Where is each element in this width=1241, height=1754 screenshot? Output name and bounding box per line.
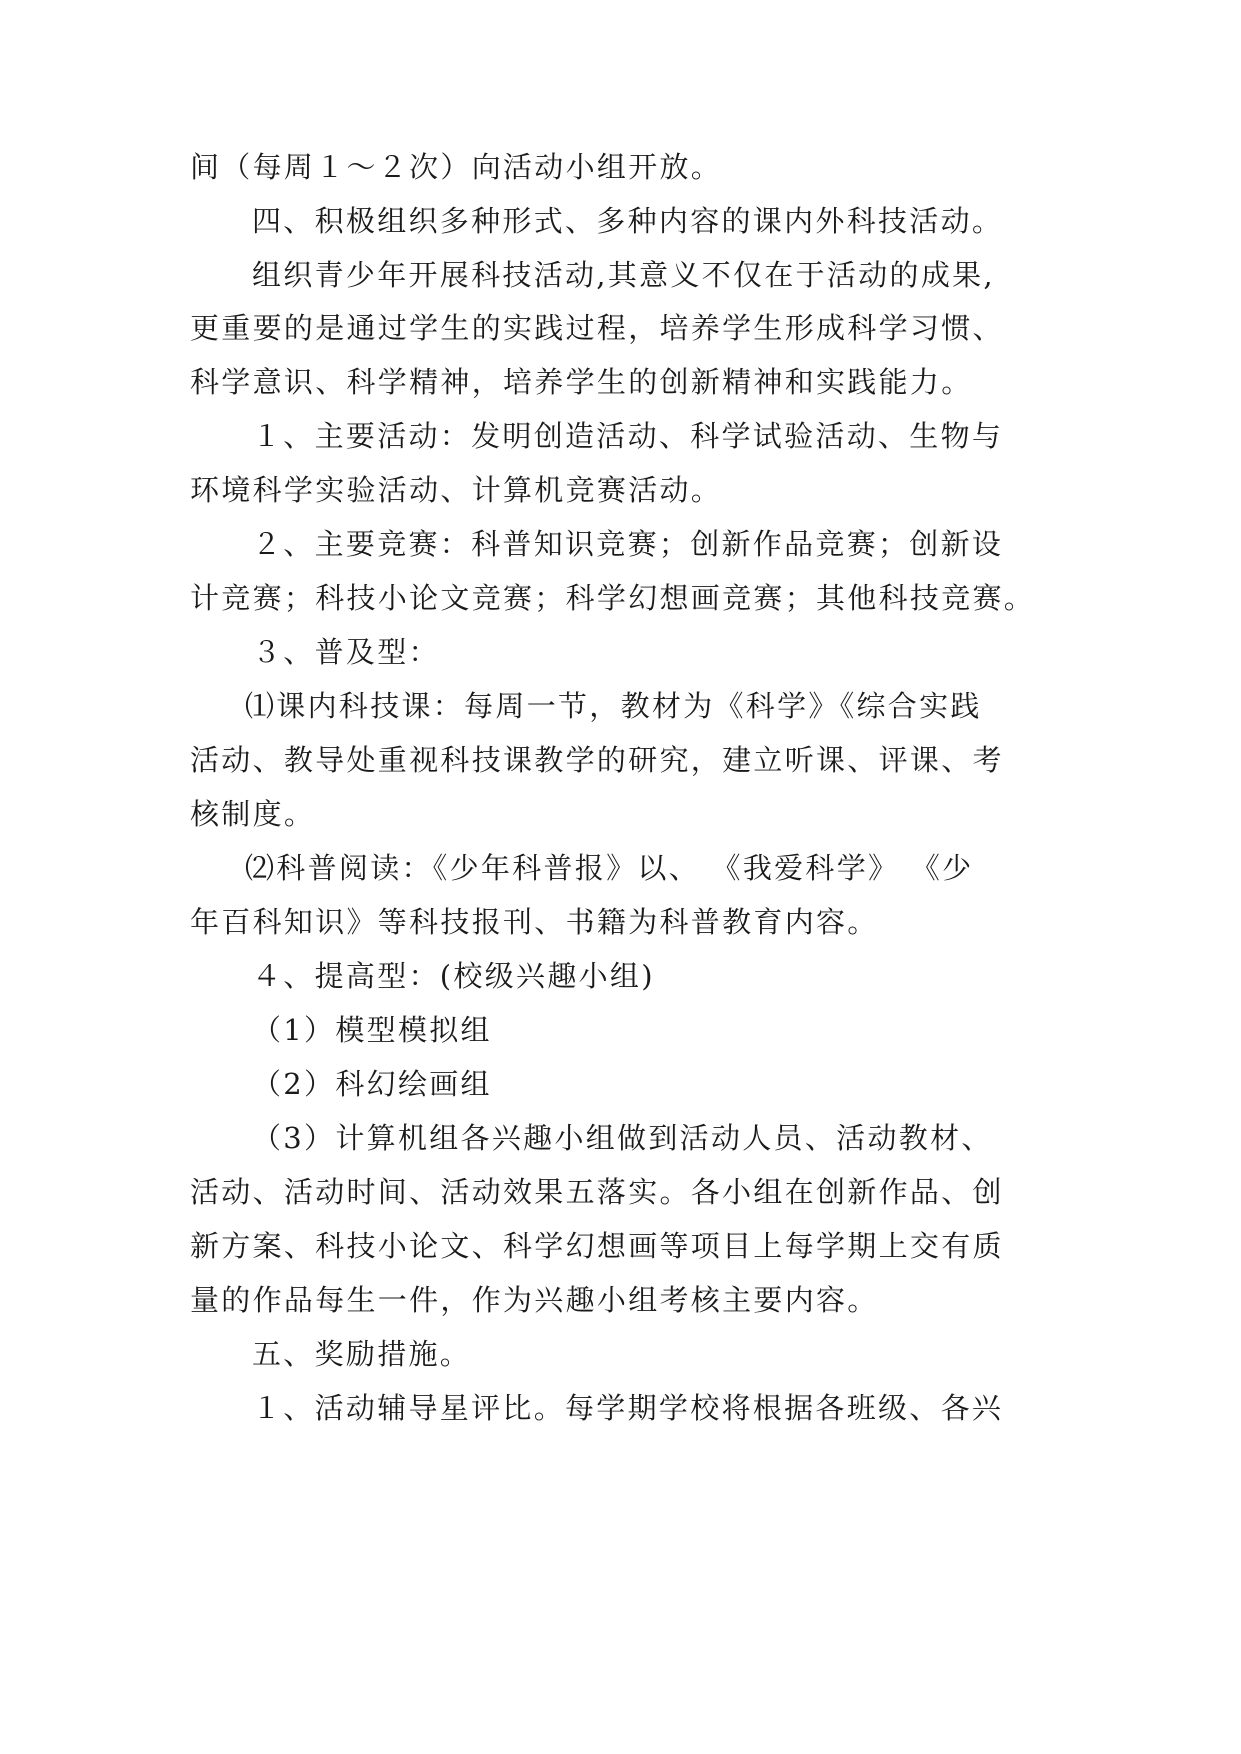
text-line-9: 计竞赛；科技小论文竞赛；科学幻想画竞赛；其他科技竞赛。 [190,581,1036,615]
text-line-10: ３、普及型： [252,635,440,669]
text-line-6: １、主要活动：发明创造活动、科学试验活动、生物与 [252,419,1004,453]
text-line-19: （3）计算机组各兴趣小组做到活动人员、活动教材、 [252,1121,993,1155]
text-line-11: ⑴课内科技课：每周一节，教材为《科学》《综合实践 [245,689,982,723]
text-line-22: 量的作品每生一件，作为兴趣小组考核主要内容。 [190,1283,879,1317]
text-line-12: 活动、教导处重视科技课教学的研究，建立听课、评课、考 [190,743,1004,777]
text-line-3: 组织青少年开展科技活动,其意义不仅在于活动的成果, [252,258,995,292]
text-line-17: （1）模型模拟组 [252,1013,492,1047]
text-line-23: 五、奖励措施。 [252,1337,472,1371]
text-line-15: 年百科知识》等科技报刊、书籍为科普教育内容。 [190,905,879,939]
text-line-1: 间（每周１～２次）向活动小组开放。 [190,150,723,184]
text-line-13: 核制度。 [190,797,316,831]
text-line-7: 环境科学实验活动、计算机竞赛活动。 [190,473,723,507]
text-line-24: １、活动辅导星评比。每学期学校将根据各班级、各兴 [252,1391,1004,1425]
text-line-18: （2）科幻绘画组 [252,1067,492,1101]
text-line-8: ２、主要竞赛：科普知识竞赛；创新作品竞赛；创新设 [252,527,1004,561]
text-line-14: ⑵科普阅读：《少年科普报》以、 《我爱科学》 《少 [245,851,974,885]
text-line-16: ４、提高型：(校级兴趣小组) [252,959,655,993]
text-line-20: 活动、活动时间、活动效果五落实。各小组在创新作品、创 [190,1175,1004,1209]
text-line-21: 新方案、科技小论文、科学幻想画等项目上每学期上交有质 [190,1229,1004,1263]
text-line-2: 四、积极组织多种形式、多种内容的课内外科技活动。 [252,204,1004,238]
text-line-4: 更重要的是通过学生的实践过程，培养学生形成科学习惯、 [190,311,1004,345]
text-line-5: 科学意识、科学精神，培养学生的创新精神和实践能力。 [190,365,973,399]
